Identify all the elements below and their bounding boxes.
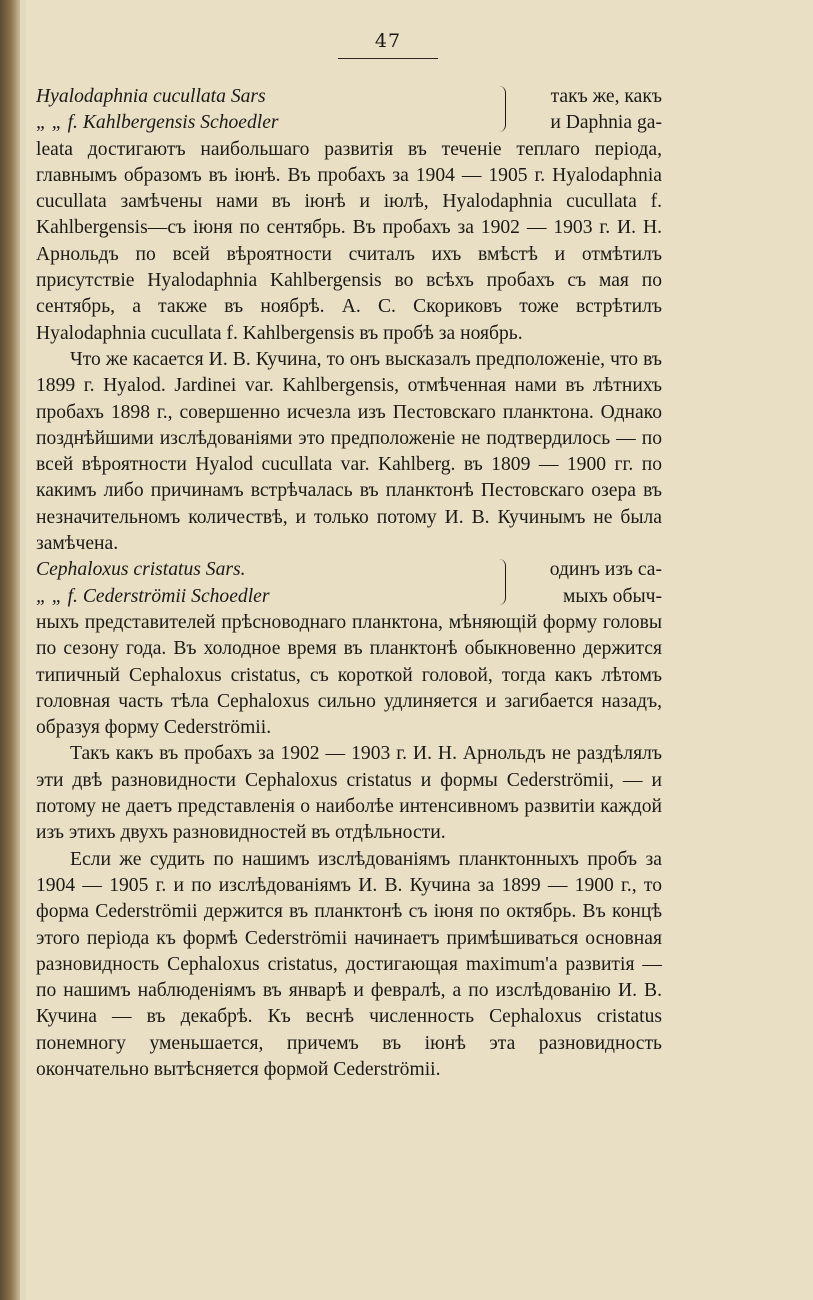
- species-note: такъ же, какъ: [550, 86, 662, 107]
- species-form-name: „ „ f. Kahlbergensis Schoedler: [36, 112, 279, 134]
- paragraph: Если же судить по нашимъ изслѣдованіямъ планктонныхъ пробъ за 1904 — 1905 г. и по изслѣдованіямъ И. В. Кучина за 1899 — 1900 г., то форма Cederströmii держится въ планктонѣ съ іюня по октябрь. Въ концѣ этого періода къ формѣ Cederströmii начинаетъ примѣшиваться основная разновидность Cephaloxus cristatus, достигающая maximum'а развитія — по нашимъ наблюденіямъ въ январѣ и февралѣ, а по изслѣдованію И. В. Кучина — въ декабрѣ. Къ веснѣ численность Cephaloxus cristatus понемногу уменьшается, причемъ въ іюнѣ эта разновидность окончательно вытѣсняется формой Cederströmii.: [36, 848, 662, 1080]
- paragraph: leata достигаютъ наибольшаго развитія въ теченіе теплаго періода, главнымъ образомъ въ іюнѣ. Въ пробахъ за 1904 — 1905 г. Hyalodaphnia cucullata замѣчены нами въ іюнѣ и іюлѣ, Hyalodaphnia cucullata f. Kahlbergensis—съ іюня по сентябрь. Въ пробахъ за 1902 — 1903 г. И. Н. Арнольдъ по всей вѣроятности считалъ ихъ вмѣстѣ и отмѣтилъ присутствіе Hyalodaphnia Kahlbergensis во всѣхъ пробахъ съ мая по сентябрь, а также въ ноябрѣ. А. С. Скориковъ тоже встрѣтилъ Hyalodaphnia cucullata f. Kahlbergensis въ пробѣ за ноябрь.: [36, 138, 662, 344]
- species-form-heading-cederstromii: [36, 584, 662, 610]
- species-form-heading-kahlbergensis: [36, 110, 662, 136]
- page-number-rule: [338, 58, 438, 59]
- species-note: мыхъ обыч-: [563, 585, 662, 607]
- paragraph: ныхъ представителей прѣсноводнаго планктона, мѣняющій форму головы по сезону года. Въ холодное время въ планктонѣ обыкновенно держится типичный Cephaloxus cristatus, съ короткой головой, тогда какъ лѣтомъ головная часть тѣла Cephaloxus сильно удлиняется и загибается назадъ, образуя форму Cederströmii.: [36, 611, 662, 739]
- paragraph: Такъ какъ въ пробахъ за 1902 — 1903 г. И. Н. Арнольдъ не раздѣлялъ эти двѣ разновидности Cephaloxus cristatus и формы Cederströmii, — и потому не даетъ представленія о наиболѣе интенсивномъ развитіи каждой изъ этихъ двухъ разновидностей въ отдѣльности.: [36, 743, 662, 844]
- species-note: и Daphnia ga-: [550, 112, 662, 134]
- page-text: [36, 84, 662, 1083]
- paragraph: Что же касается И. В. Кучина, то онъ высказалъ предположеніе, что въ 1899 г. Hyalod. Jardinei var. Kahlbergensis, отмѣченная нами въ лѣтнихъ пробахъ 1898 г., совершенно исчезла изъ Пестовскаго планктона. Однако позднѣйшими изслѣдованіями это предположеніе не подтвердилось — по всей вѣроятности Hyalod cucullata var. Kahlberg. въ 1809 — 1900 гг. по какимъ либо причинамъ встрѣчалась въ планктонѣ Пестовскаго озера въ незначительномъ количествѣ, и только потому И. В. Кучинымъ не была замѣчена.: [36, 348, 662, 555]
- species-form-name: „ „ f. Cederströmii Schoedler: [36, 585, 270, 607]
- book-spine: [0, 0, 20, 1300]
- species-note: одинъ изъ са-: [549, 559, 662, 581]
- species-heading-hyalodaphnia: [36, 84, 662, 110]
- page-number: 47: [374, 30, 402, 52]
- species-name: Hyalodaphnia cucullata Sars: [36, 86, 266, 107]
- species-heading-cephaloxus: [36, 557, 662, 583]
- species-name: Cephaloxus cristatus Sars.: [36, 559, 246, 581]
- book-page: [26, 0, 813, 1300]
